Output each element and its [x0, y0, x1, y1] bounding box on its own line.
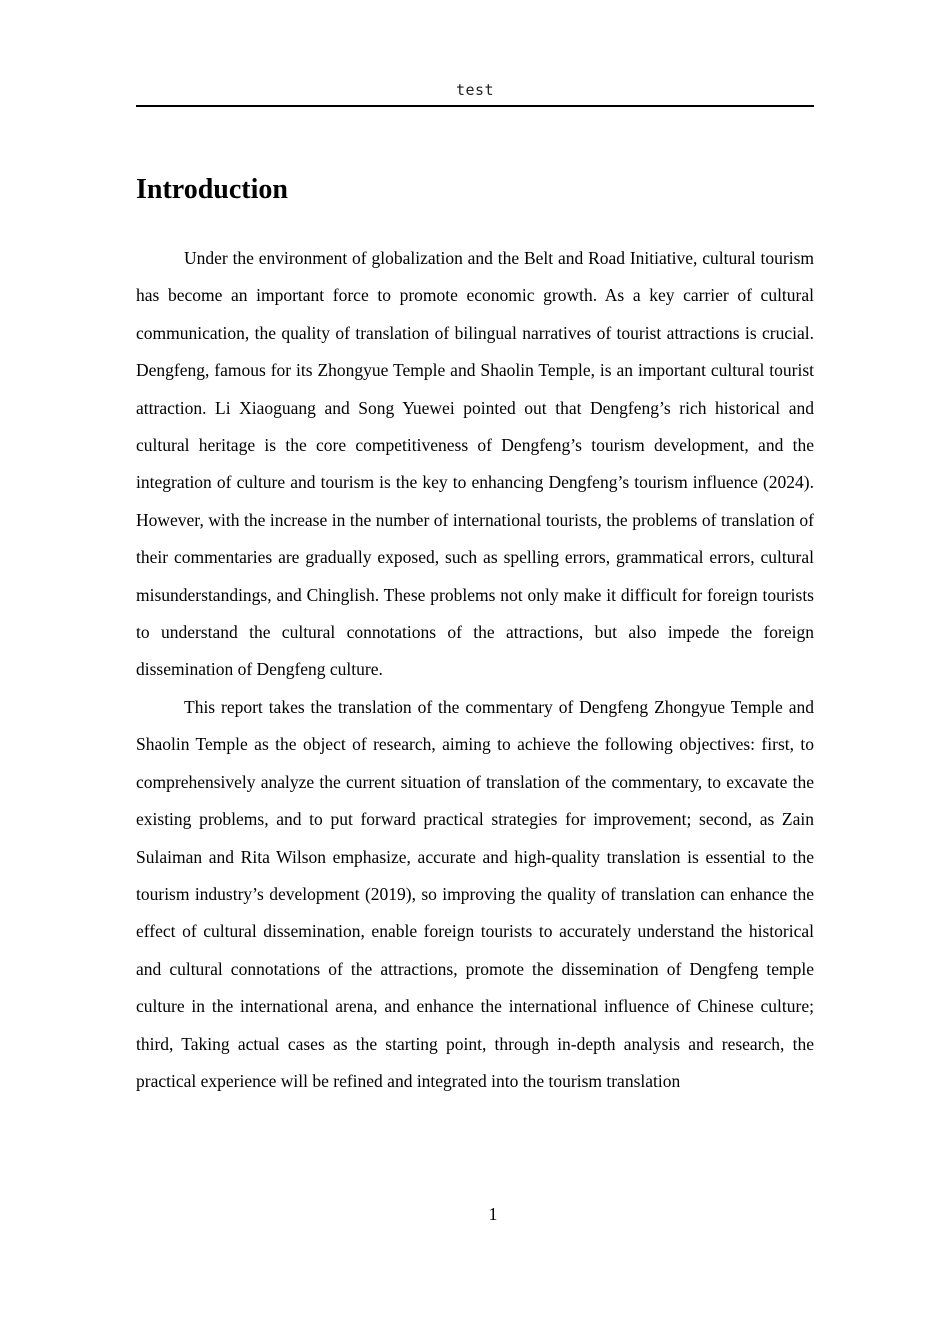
- running-header: test: [455, 81, 495, 99]
- header-rule: [136, 105, 814, 107]
- page-number: 1: [488, 1204, 498, 1224]
- paragraph-2: This report takes the translation of the commentary of Dengfeng Zhongyue Temple and Shaolin Temple as the object of research, aiming to achieve the following objectives: first, to comprehensively analyze the current situation of translation of the commentary, to excavate the existing problems, and to put forward practical strategies for improvement; second, as Zain Sulaiman and Rita Wilson emphasize, accurate and high-quality translation is essential to the tourism industry’s development (2019), so improving the quality of translation can enhance the effect of cultural dissemination, enable foreign tourists to accurately understand the historical and cultural connotations of the attractions, promote the dissemination of Dengfeng temple culture in the international arena, and enhance the international influence of Chinese culture; third, Taking actual cases as the starting point, through in-depth analysis and research, the practical experience will be refined and integrated into the tourism translation: [136, 696, 814, 1091]
- section-title: Introduction: [136, 174, 288, 205]
- page-body: [136, 170, 814, 1100]
- paragraph-1: Under the environment of globalization and the Belt and Road Initiative, cultural tourism has become an important force to promote economic growth. As a key carrier of cultural communication, the quality of translation of bilingual narratives of tourist attractions is crucial. Dengfeng, famous for its Zhongyue Temple and Shaolin Temple, is an important cultural tourist attraction. Li Xiaoguang and Song Yuewei pointed out that Dengfeng’s rich historical and cultural heritage is the core competitiveness of Dengfeng’s tourism development, and the integration of culture and tourism is the key to enhancing Dengfeng’s tourism influence (2024). However, with the increase in the number of international tourists, the problems of translation of their commentaries are gradually exposed, such as spelling errors, grammatical errors, cultural misunderstandings, and Chinglish. These problems not only make it difficult for foreign tourists to understand the cultural connotations of the attractions, but also impede the foreign dissemination of Dengfeng culture.: [136, 248, 814, 680]
